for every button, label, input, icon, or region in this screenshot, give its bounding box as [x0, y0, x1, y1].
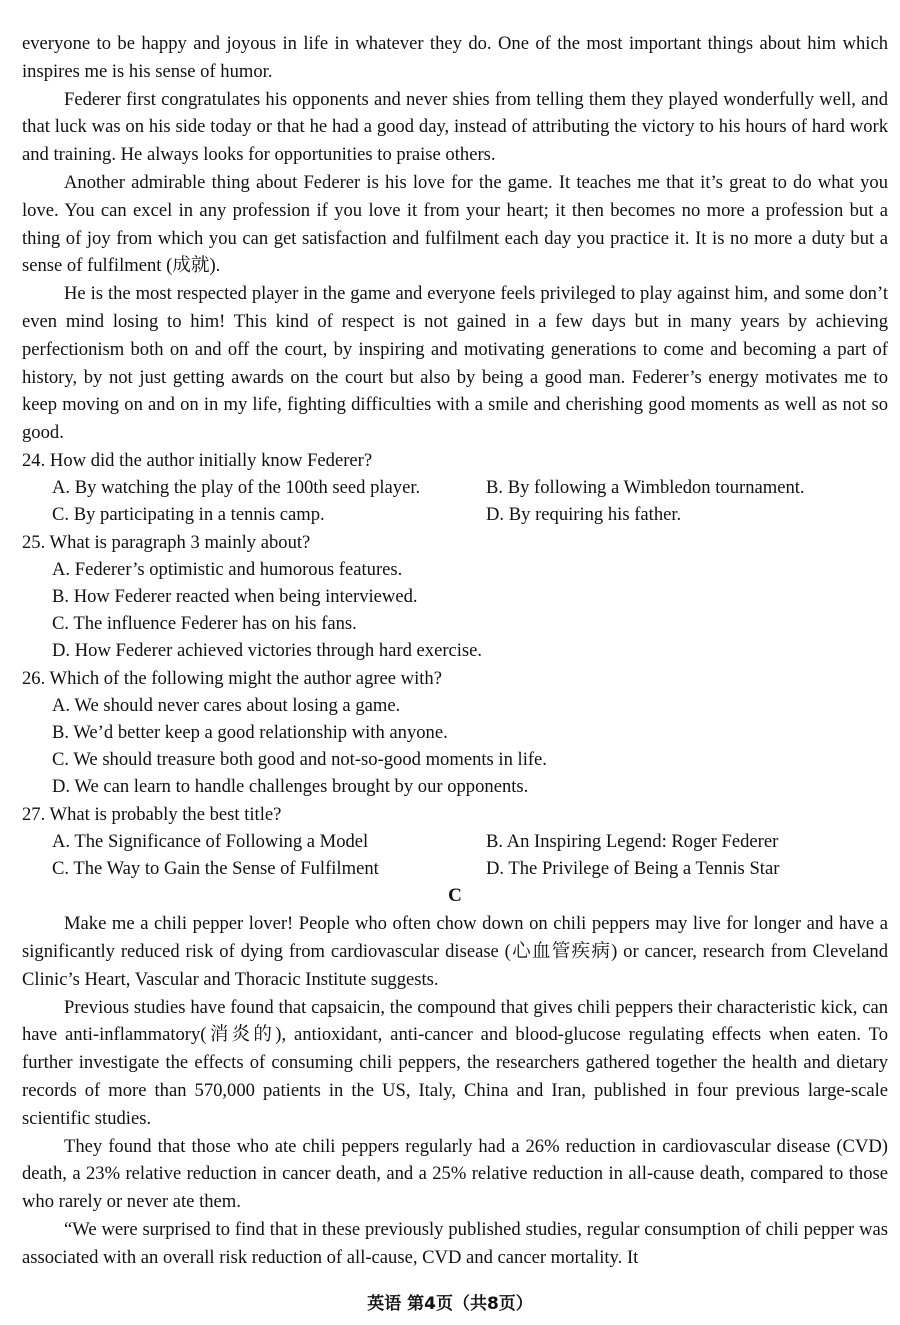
passage-c-paragraph: Make me a chili pepper lover! People who often chow down on chili peppers may live for longer and have a significantly reduced risk of dying from cardiovascular disease (心血管疾病) or cancer, research from Cleveland Clinic’s Heart, Vascular and Thoracic Institute suggests.	[22, 913, 888, 990]
section-c-heading: C	[448, 885, 462, 907]
question-stem: 24. How did the author initially know Federer?	[22, 449, 373, 471]
question-stem: 26. Which of the following might the author agree with?	[22, 667, 442, 689]
option-b: B. By following a Wimbledon tournament.	[486, 477, 805, 499]
passage-c-paragraph: Previous studies have found that capsaicin, the compound that gives chili peppers their characteristic kick, can have anti-inflammatory(消炎的), antioxidant, anti-cancer and blood-glucose regulating effects when eaten. To further investigate the effects of consuming chili peppers, the researchers gathered together the health and dietary records of more than 570,000 patients in the US, Italy, China and Iran, published in four previous large-scale scientific studies.	[22, 996, 888, 1129]
question-24	[22, 447, 888, 529]
passage-c-paragraph: “We were surprised to find that in these previously published studies, regular consumption of chili pepper was associated with an overall risk reduction of all-cause, CVD and cancer mortality. It	[22, 1218, 888, 1268]
option-b: B. An Inspiring Legend: Roger Federer	[486, 830, 779, 852]
option-b: B. How Federer reacted when being interviewed.	[52, 585, 418, 607]
option-row	[22, 474, 888, 501]
option-d: D. We can learn to handle challenges brought by our opponents.	[52, 776, 529, 798]
option-c: C. The influence Federer has on his fans.	[52, 613, 357, 635]
question-27	[22, 801, 888, 883]
option-d: D. How Federer achieved victories through hard exercise.	[52, 640, 483, 662]
passage-b-paragraph: He is the most respected player in the game and everyone feels privileged to play against him, and some don’t even mind losing to him! This kind of respect is not gained in a few days but in many years by achieving perfectionism both on and off the court, by inspiring and motivating generations to come and becoming a part of history, by not just getting awards on the court but also by being a good man. Federer’s energy motivates me to keep moving on and on in my life, fighting difficulties with a smile and cherishing good moments as well as not so good.	[22, 283, 888, 444]
option-d: D. By requiring his father.	[486, 504, 682, 526]
passage-c-paragraph: They found that those who ate chili peppers regularly had a 26% reduction in cardiovascular disease (CVD) death, a 23% relative reduction in cancer death, and a 25% relative reduction in all-cause death, compared to those who rarely or never ate them.	[22, 1135, 888, 1213]
option-a: A. We should never cares about losing a game.	[52, 694, 401, 716]
option-row	[22, 501, 888, 528]
option-c: C. By participating in a tennis camp.	[52, 504, 325, 526]
question-25	[22, 529, 888, 665]
question-stem: 27. What is probably the best title?	[22, 803, 282, 825]
option-row	[22, 828, 888, 855]
passage-b-paragraph: Another admirable thing about Federer is his love for the game. It teaches me that it’s great to do what you love. You can excel in any profession if you love it from your heart; it then becomes no more a profession but a thing of joy from which you can get satisfaction and fulfilment each day you practice it. It is no more a duty but a sense of fulfilment (成就).	[22, 171, 888, 277]
option-a: A. By watching the play of the 100th seed player.	[52, 477, 421, 499]
option-a: A. Federer’s optimistic and humorous features.	[52, 558, 403, 580]
option-d: D. The Privilege of Being a Tennis Star	[486, 858, 780, 879]
option-c: C. The Way to Gain the Sense of Fulfilment	[52, 858, 379, 879]
question-stem: 25. What is paragraph 3 mainly about?	[22, 531, 311, 553]
passage-b-paragraph-continued: everyone to be happy and joyous in life in whatever they do. One of the most important things about him which inspires me is his sense of humor.	[22, 33, 888, 82]
option-row	[22, 855, 888, 882]
option-b: B. We’d better keep a good relationship with anyone.	[52, 721, 448, 743]
option-c: C. We should treasure both good and not-so-good moments in life.	[52, 749, 547, 771]
passage-b-paragraph: Federer first congratulates his opponents and never shies from telling them they played wonderfully well, and that luck was on his side today or that he had a good day, instead of attributing the victory to his hours of hard work and training. He always looks for opportunities to praise others.	[22, 88, 888, 166]
page-footer: 英语 第4页（共8页）	[367, 1294, 533, 1314]
question-26	[22, 665, 888, 801]
option-a: A. The Significance of Following a Model	[52, 830, 369, 852]
